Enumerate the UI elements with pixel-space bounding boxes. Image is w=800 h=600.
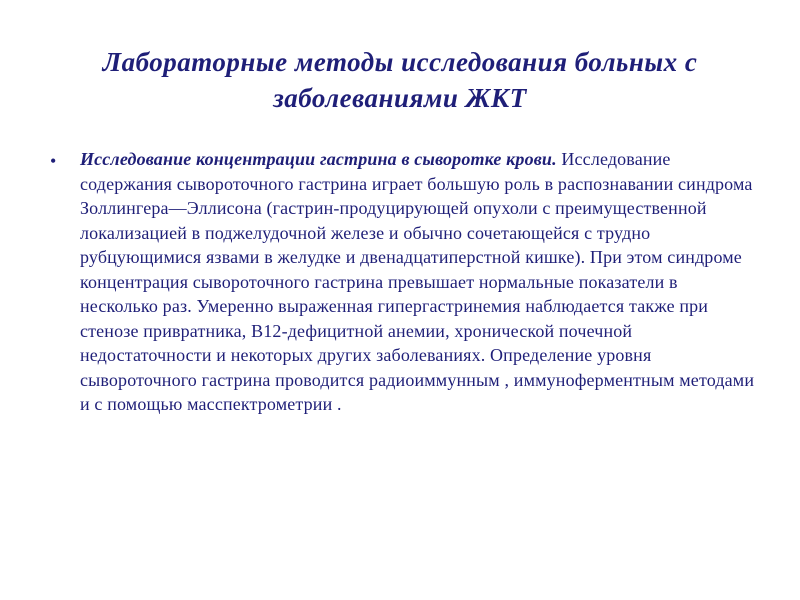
bullet-item [50,147,760,417]
bullet-body-text: Исследование содержания сывороточного гастрина играет большую роль в распознавании синдрома Золлингера—Эллисона (гастрин-продуцирующей опухоли с преимущественной локализацией в поджелудочной железе и обычно сочетающейся с трудно рубцующимися язвами в желудке и двенадцатиперстной кишке). При этом синдроме концентрация сывороточного гастрина превышает нормальные показатели в несколько раз. Умеренно выраженная гипергастринемия наблюдается также при стенозе привратника, В12-дефицитной анемии, хронической почечной недостаточности и некоторых других заболеваниях. Определение уровня сывороточного гастрина проводится радиоиммунным , иммуноферментным методами и с помощью масспектрометрии . [80,149,755,414]
slide-title: Лабораторные методы исследования больных с заболеваниями ЖКТ [102,47,698,113]
bullet-paragraph [80,147,760,417]
bullet-dot-icon: • [50,151,57,171]
bullet-lead-text: Исследование концентрации гастрина в сыворотке крови. [80,149,557,169]
